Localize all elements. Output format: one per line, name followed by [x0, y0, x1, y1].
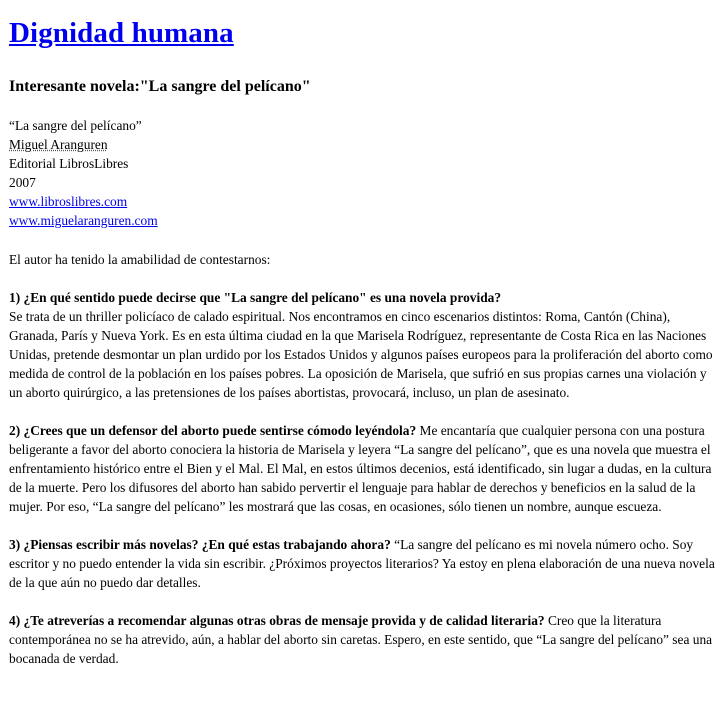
answer-2: Me encantaría que cualquier persona con una postura beligerante a favor del aborto conociera la historia de Marisela y leyera “La sangre del pelícano”, que es una novela que muestra el enfrentamiento histórico entre el Bien y el Mal. El Mal, en estos últimos decenios, está identificado, sin lugar a dudas, en la cultura de la muerte. Pero los difusores del aborto han sabido pervertir el lenguaje para hablar de derechos y beneficios en la salud de la mujer. Por eso, “La sangre del pelícano” les mostrará que las cosas, en ocasiones, sólo tienen un nombre, aunque escueza.: [9, 423, 712, 514]
qa-item-2: [9, 421, 716, 516]
qa-item-4: [9, 611, 716, 668]
publisher-link[interactable]: www.libroslibres.com: [9, 194, 128, 209]
question-2: 2) ¿Crees que un defensor del aborto puede sentirse cómodo leyéndola?: [9, 423, 417, 438]
answer-1: Se trata de un thriller policíaco de calado espiritual. Nos encontramos en cinco escenarios distintos: Roma, Cantón (China), Granada, París y Nueva York. Es en esta última ciudad en la que Marisela Rodríguez, representante de Costa Rica en las Naciones Unidas, pretende desmontar un plan urdido por los Estados Unidos y algunos países europeos para la proliferación del aborto como medida de control de la población en los países pobres. La oposición de Marisela, que sufrió en sus propias carnes una violación y un aborto quirúrgico, a las pretensiones de los países abortistas, provocará, incluso, un plan de asesinato.: [9, 309, 713, 400]
book-publisher: Editorial LibrosLibres: [9, 156, 129, 171]
question-3: 3) ¿Piensas escribir más novelas? ¿En qué estas trabajando ahora?: [9, 537, 391, 552]
book-title: “La sangre del pelícano”: [9, 118, 142, 133]
post-title: Interesante novela:"La sangre del pelícano": [9, 78, 311, 95]
question-1: 1) ¿En qué sentido puede decirse que "La sangre del pelícano" es una novela provida?: [9, 290, 502, 305]
blog-title-link[interactable]: Dignidad humana: [9, 17, 234, 49]
answer-4: Creo que la literatura contemporánea no se ha atrevido, aún, a hablar del aborto sin caretas. Espero, en este sentido, que “La sangre del pelícano” sea una bocanada de verdad.: [9, 613, 713, 666]
book-info: [9, 116, 716, 230]
author-site-link[interactable]: www.miguelaranguren.com: [9, 213, 158, 228]
book-year: 2007: [9, 175, 36, 190]
book-author: Miguel Aranguren: [9, 137, 108, 152]
qa-item-1: [9, 288, 716, 402]
question-4: 4) ¿Te atreverías a recomendar algunas otras obras de mensaje provida y de calidad literaria?: [9, 613, 545, 628]
qa-item-3: [9, 535, 716, 592]
intro-text: El autor ha tenido la amabilidad de contestarnos:: [9, 252, 271, 267]
answer-3: “La sangre del pelícano es mi novela número ocho. Soy escritor y no puedo entender la vida sin escribir. ¿Próximos proyectos literarios? Ya estoy en plena elaboración de una nueva novela de la que aún no puedo dar detalles.: [9, 537, 715, 590]
